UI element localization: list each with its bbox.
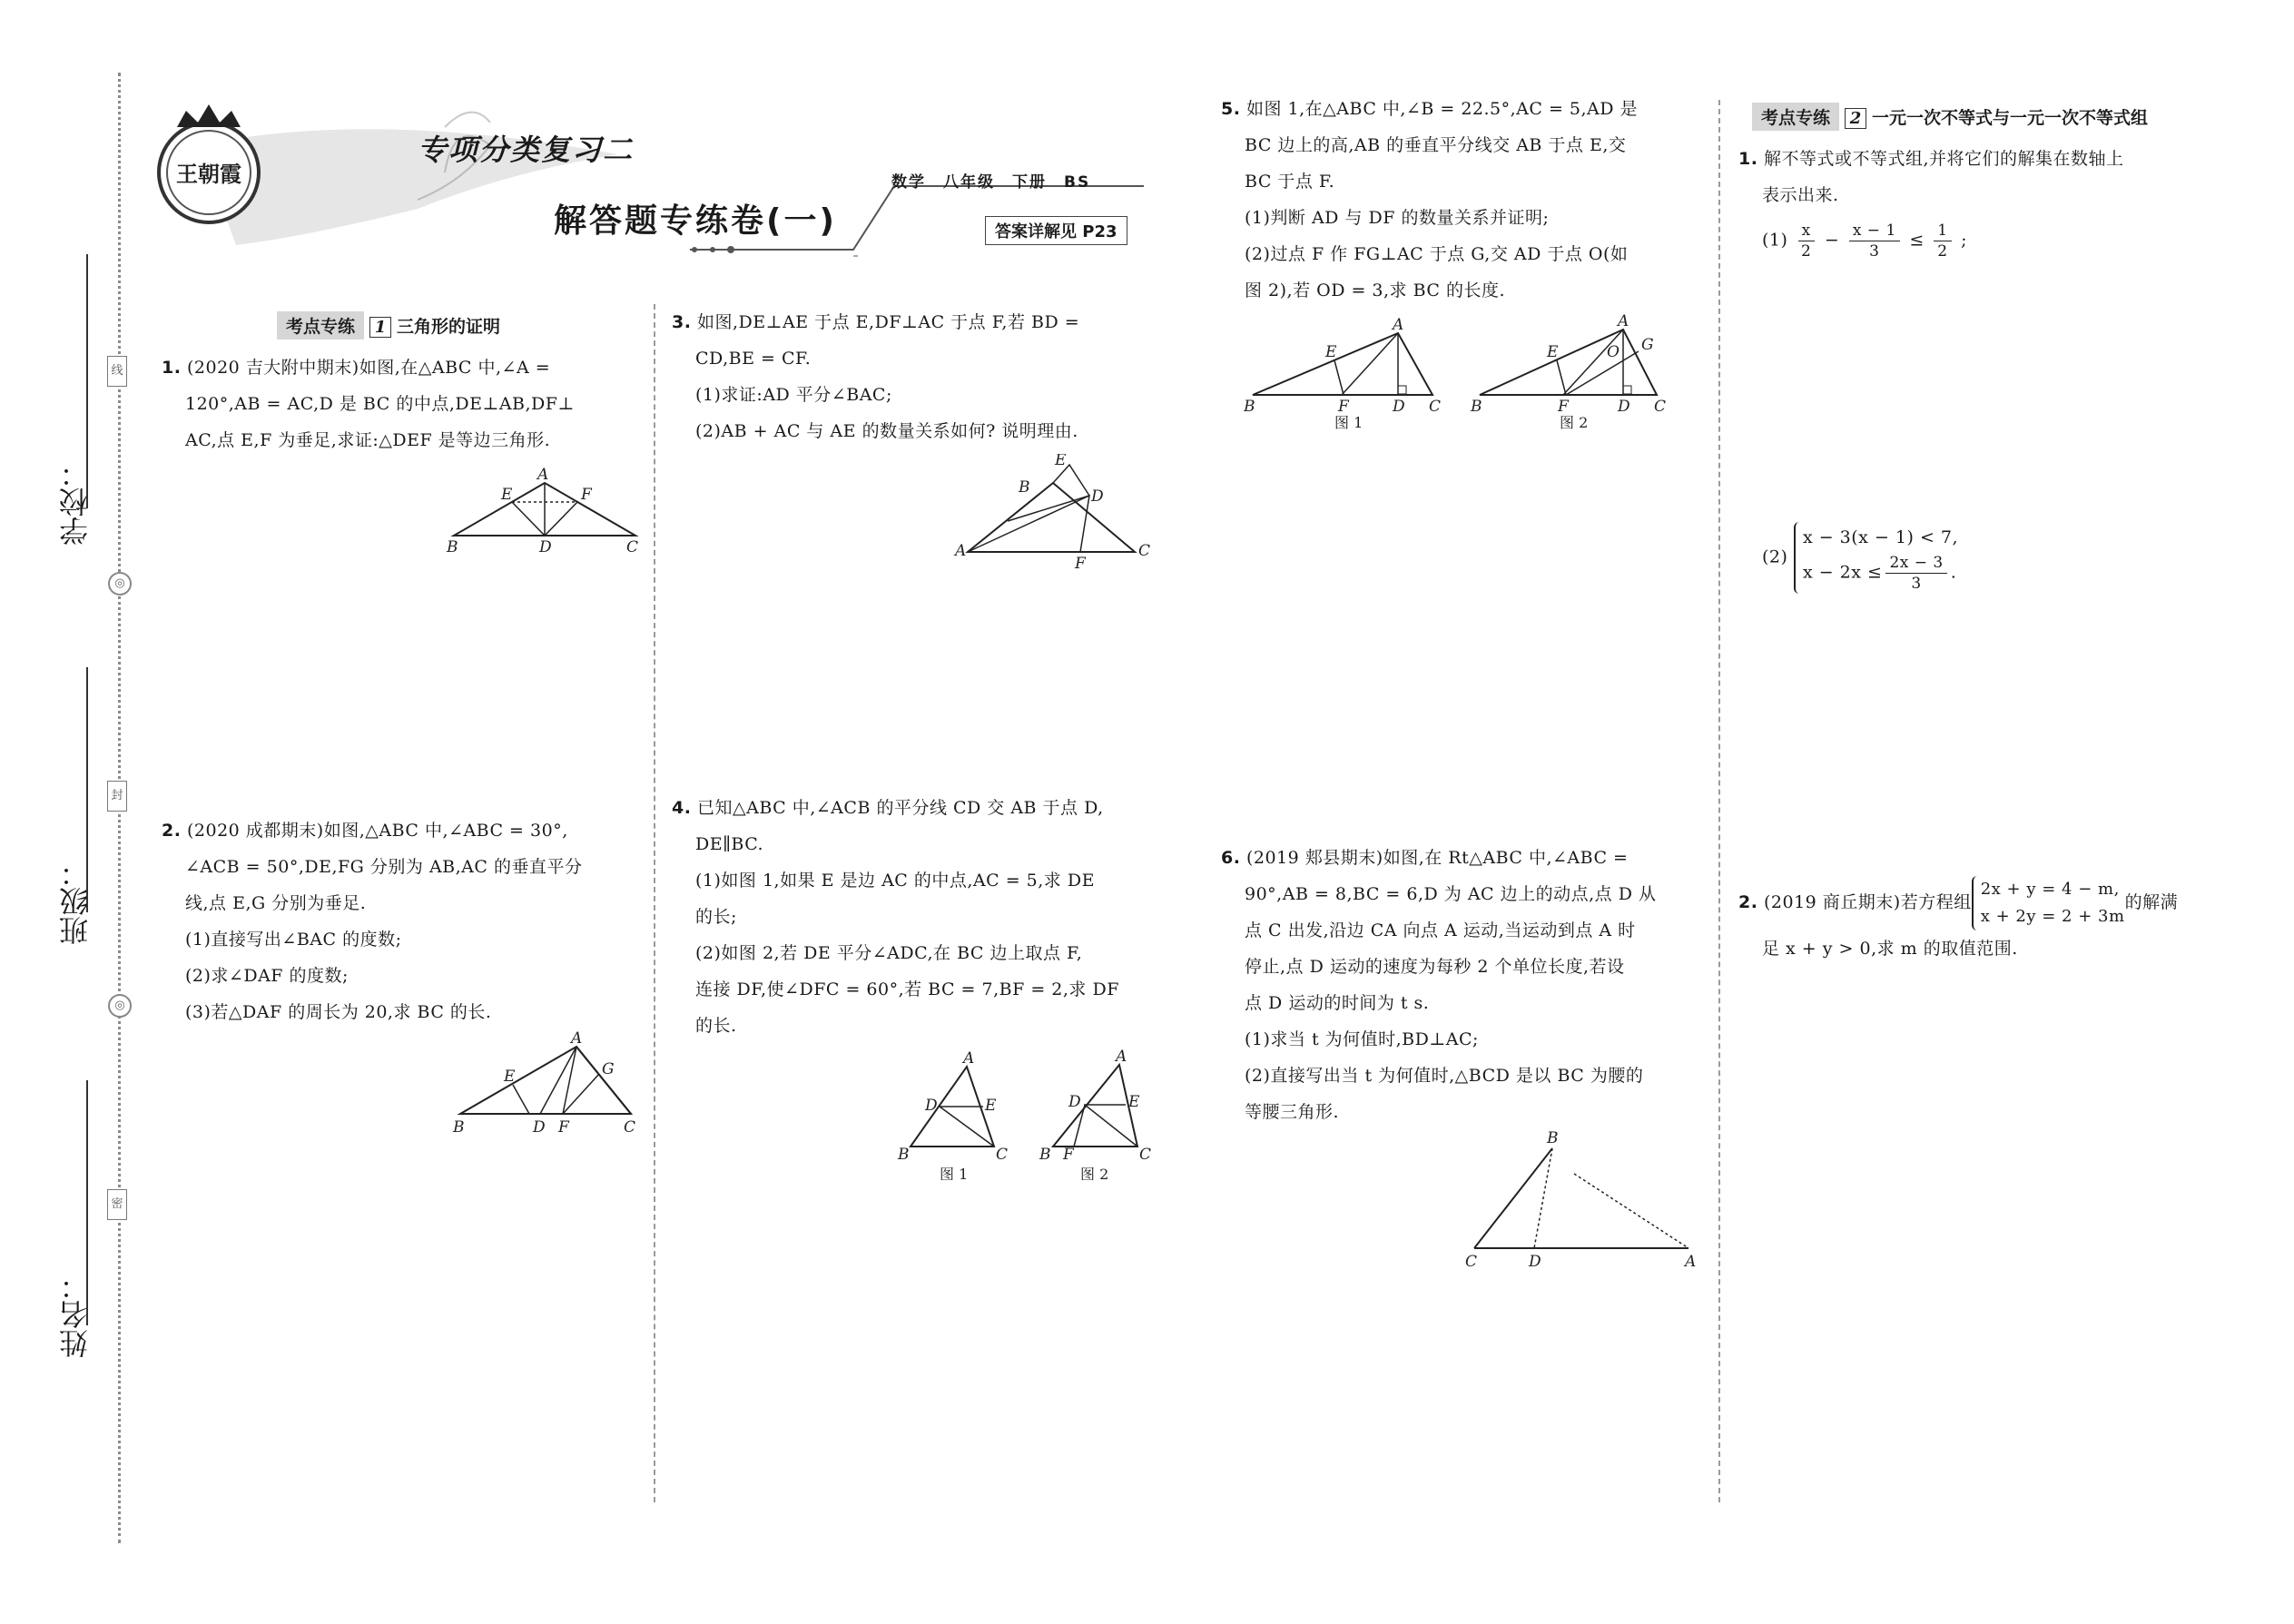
question-number: 1.	[1738, 149, 1758, 169]
section-number: 2	[1845, 108, 1866, 129]
section-title: 一元一次不等式与一元一次不等式组	[1872, 108, 2149, 128]
system-brace: x − 3(x − 1) < 7, x − 2x ≤ $\frac{2x - 3}{3}$ .	[1794, 522, 1958, 594]
svg-text:D: D	[539, 538, 552, 554]
section-2-header	[1752, 103, 2148, 131]
svg-text:E: E	[1325, 343, 1337, 361]
section-tag: 考点专练	[277, 311, 364, 340]
question-line: 如图,DE⊥AE 于点 E,DF⊥AC 于点 F,若 BD =	[697, 312, 1080, 332]
question-line: AC,点 E,F 为垂足,求证:△DEF 是等边三角形.	[185, 430, 551, 450]
class-label: 班级：	[58, 858, 93, 945]
binding-hole-icon: ◎	[108, 994, 132, 1018]
svg-text:B: B	[1019, 478, 1030, 497]
question-source: (2019 郏县期末)	[1246, 848, 1383, 868]
svg-text:D: D	[1068, 1093, 1081, 1111]
question-line: 线,点 E,G 分别为垂足.	[185, 893, 367, 913]
svg-text:D: D	[1393, 398, 1405, 416]
svg-text:D: D	[925, 1097, 938, 1115]
svg-text:B: B	[1244, 398, 1255, 416]
fraction: $\frac{x - 1}{3}$	[1849, 221, 1900, 261]
figure-caption: 图 1	[940, 1166, 969, 1180]
question-line: 120°,AB = AC,D 是 BC 的中点,DE⊥AB,DF⊥	[185, 394, 575, 414]
svg-text:F: F	[558, 1118, 569, 1137]
question-line: 90°,AB = 8,BC = 6,D 为 AC 边上的动点,点 D 从	[1245, 884, 1657, 904]
fraction: $\frac{1}{2}$	[1934, 221, 1951, 261]
answer-ref: 答案详解见 P23	[985, 216, 1127, 245]
svg-text:A: A	[963, 1049, 975, 1068]
question-line: 等腰三角形.	[1245, 1102, 1340, 1122]
question-5	[1221, 91, 1711, 309]
svg-text:A: A	[537, 466, 549, 484]
binding-hole-icon: ◎	[108, 572, 132, 595]
svg-text:D: D	[1091, 487, 1104, 506]
question-line: BC 边上的高,AB 的垂直平分线交 AB 于点 E,交	[1245, 135, 1627, 155]
question-number: 5.	[1221, 99, 1241, 119]
paper-title: 解答题专练卷(一)	[554, 202, 837, 240]
question-line: ∠ACB = 50°,DE,FG 分别为 AB,AC 的垂直平分	[185, 857, 583, 877]
svg-text:C: C	[1139, 1146, 1152, 1164]
school-label: 学校：	[58, 458, 93, 546]
question-line: 如图,△ABC 中,∠ABC = 30°,	[323, 821, 568, 841]
question-number: 2.	[1738, 892, 1758, 912]
svg-text:G: G	[602, 1060, 615, 1078]
svg-text:C: C	[626, 538, 639, 554]
svg-text:F: F	[581, 486, 592, 504]
svg-text:D: D	[1618, 398, 1630, 416]
question-3	[672, 304, 1153, 449]
question-line: (1)判断 AD 与 DF 的数量关系并证明;	[1245, 208, 1550, 228]
question-line: DE∥BC.	[695, 834, 764, 854]
question-line: 图 2),若 OD = 3,求 BC 的长度.	[1245, 281, 1506, 300]
svg-text:F: F	[1338, 398, 1349, 416]
question-number: 4.	[672, 798, 692, 818]
section-title: 三角形的证明	[397, 317, 501, 337]
svg-text:B: B	[1471, 398, 1482, 416]
question-line: (2)求∠DAF 的度数;	[185, 966, 349, 986]
svg-text:E: E	[504, 1068, 516, 1086]
svg-text:A: A	[1393, 316, 1404, 334]
question-line: 点 D 运动的时间为 t s.	[1245, 993, 1430, 1013]
figure-q6	[1462, 1130, 1707, 1275]
r-question-2: 2. (2019 商丘期末)若方程组 2x + y = 4 − m, x + 2y = 2 + 3m 的解满 足 x + y > 0,求 m 的取值范围.	[1738, 876, 2247, 967]
section-number: 1	[369, 317, 391, 338]
svg-text:O: O	[1607, 343, 1620, 361]
question-source: (2020 吉大附中期末)	[187, 358, 359, 378]
inequality-system-2: (2) x − 3(x − 1) < 7, x − 2x ≤ $\frac{2x - 3}{3}$ .	[1762, 522, 2252, 594]
svg-text:F: F	[1075, 555, 1086, 572]
svg-text:B: B	[898, 1146, 910, 1164]
svg-text:G: G	[1641, 336, 1654, 354]
series-title: 专项分类复习二	[418, 133, 635, 167]
svg-text:B: B	[453, 1118, 465, 1137]
subject-info: 数学 八年级 下册 BS	[891, 173, 1091, 192]
section-tag: 考点专练	[1752, 103, 1839, 131]
inequality-1: (1) $\frac{x}{2}$ − $\frac{x - 1}{3}$ ≤ $\frac{1}{2}$ ;	[1762, 221, 1968, 261]
svg-text:F: F	[1063, 1146, 1074, 1164]
question-line: (1)直接写出∠BAC 的度数;	[185, 930, 402, 950]
svg-text:C: C	[996, 1146, 1009, 1164]
binding-tag-line: 线	[107, 356, 127, 387]
section-1-header	[277, 311, 500, 340]
svg-text:E: E	[501, 486, 513, 504]
question-line: 如图,在△ABC 中,∠A =	[359, 358, 551, 378]
question-line: 停止,点 D 运动的速度为每秒 2 个单位长度,若设	[1245, 957, 1625, 977]
figure-q3	[953, 454, 1162, 572]
question-line: (3)若△DAF 的周长为 20,求 BC 的长.	[185, 1002, 492, 1022]
column-divider	[654, 304, 655, 1502]
svg-text:E: E	[1055, 454, 1067, 469]
question-line: (2)直接写出当 t 为何值时,△BCD 是以 BC 为腰的	[1245, 1066, 1644, 1086]
question-number: 6.	[1221, 848, 1241, 868]
svg-text:D: D	[533, 1118, 546, 1137]
svg-text:C: C	[1138, 542, 1151, 560]
logo-text: 王朝霞	[176, 161, 241, 187]
svg-text:B: B	[1039, 1146, 1051, 1164]
question-line: (1)求当 t 为何值时,BD⊥AC;	[1245, 1029, 1479, 1049]
column-divider	[1718, 100, 1720, 1502]
svg-text:B: B	[1547, 1130, 1559, 1147]
question-line: 如图,在 Rt△ABC 中,∠ABC =	[1383, 848, 1629, 868]
question-source: (2020 成都期末)	[187, 821, 324, 841]
question-4	[672, 790, 1153, 1044]
question-line: 解不等式或不等式组,并将它们的解集在数轴上	[1764, 149, 2124, 169]
question-line: (2)AB + AC 与 AE 的数量关系如何? 说明理由.	[695, 421, 1078, 441]
svg-text:A: A	[1116, 1048, 1127, 1066]
binding-tag-seal: 封	[107, 781, 127, 812]
svg-text:E: E	[1128, 1093, 1140, 1111]
question-source: (2019 商丘期末)	[1764, 892, 1901, 912]
svg-text:C: C	[1654, 398, 1667, 416]
svg-text:A: A	[955, 542, 967, 560]
svg-text:E: E	[985, 1097, 997, 1115]
question-line: 连接 DF,使∠DFC = 60°,若 BC = 7,BF = 2,求 DF	[695, 979, 1119, 999]
name-label: 姓名：	[58, 1271, 93, 1358]
svg-text:D: D	[1529, 1253, 1541, 1271]
svg-text:B: B	[447, 538, 458, 554]
question-line: 如图 1,在△ABC 中,∠B = 22.5°,AC = 5,AD 是	[1246, 99, 1639, 119]
question-number: 1.	[162, 358, 182, 378]
fraction: $\frac{x}{2}$	[1797, 221, 1815, 261]
svg-text:A: A	[571, 1030, 583, 1048]
question-number: 3.	[672, 312, 692, 332]
svg-text:C: C	[1465, 1253, 1478, 1271]
svg-text:F: F	[1558, 398, 1569, 416]
question-line: (2)过点 F 作 FG⊥AC 于点 G,交 AD 于点 O(如	[1245, 244, 1629, 264]
svg-text:C: C	[624, 1118, 636, 1137]
figure-caption: 图 1	[1334, 414, 1364, 431]
svg-text:E: E	[1547, 343, 1559, 361]
question-line: CD,BE = CF.	[695, 349, 812, 369]
fraction: $\frac{2x - 3}{3}$	[1885, 553, 1946, 594]
question-number: 2.	[162, 821, 182, 841]
figure-caption: 图 2	[1080, 1166, 1109, 1180]
question-line: 的长.	[695, 1016, 737, 1036]
question-line: 已知△ABC 中,∠ACB 的平分线 CD 交 AB 于点 D,	[697, 798, 1104, 818]
question-line: BC 于点 F.	[1245, 172, 1335, 192]
question-line: (1)如图 1,如果 E 是边 AC 的中点,AC = 5,求 DE	[695, 871, 1095, 891]
question-1	[162, 349, 643, 458]
question-line: (2)如图 2,若 DE 平分∠ADC,在 BC 边上取点 F,	[695, 943, 1083, 963]
question-6	[1221, 840, 1711, 1130]
question-2	[162, 812, 643, 1030]
question-line: 表示出来.	[1762, 185, 1839, 205]
figure-q2	[449, 1030, 645, 1139]
question-line: 的长;	[695, 907, 737, 927]
figure-q1	[445, 463, 645, 554]
question-line: 点 C 出发,沿边 CA 向点 A 运动,当运动到点 A 时	[1245, 920, 1636, 940]
binding-tag-secret: 密	[107, 1189, 127, 1220]
figure-caption: 图 2	[1560, 414, 1589, 431]
equation-system: 2x + y = 4 − m, x + 2y = 2 + 3m	[1972, 876, 2125, 930]
figure-q5	[1244, 313, 1698, 431]
svg-text:A: A	[1618, 313, 1629, 330]
question-line: (1)求证:AD 平分∠BAC;	[695, 385, 892, 405]
svg-text:A: A	[1685, 1253, 1697, 1271]
figure-q4	[894, 1048, 1167, 1180]
svg-text:C: C	[1429, 398, 1442, 416]
question-line: 足 x + y > 0,求 m 的取值范围.	[1762, 939, 2018, 959]
r-question-1	[1738, 141, 2247, 261]
